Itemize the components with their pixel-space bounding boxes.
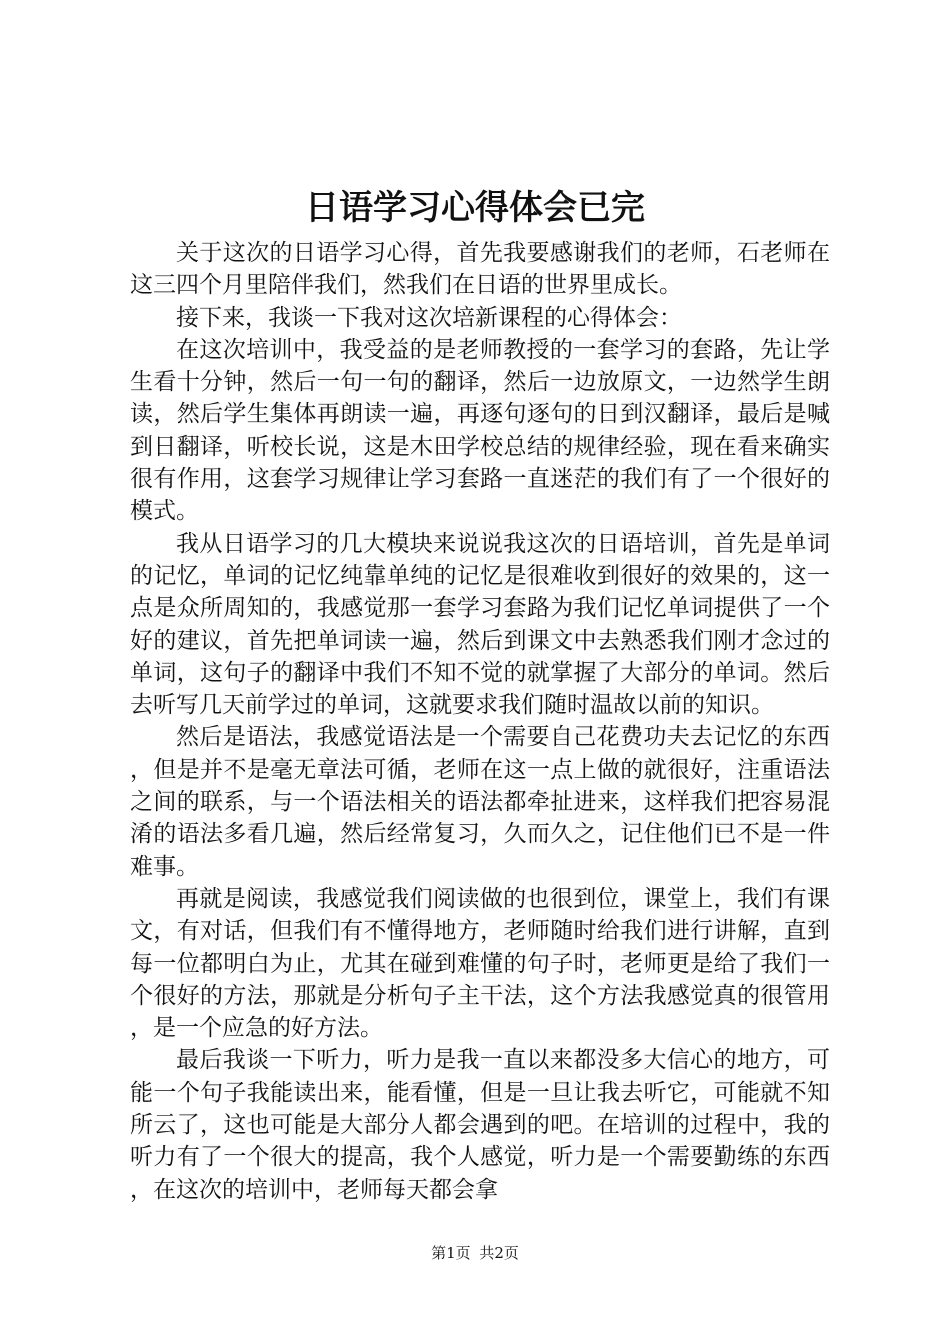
page-footer xyxy=(0,1241,950,1265)
paragraph-listening: 最后我谈一下听力，听力是我一直以来都没多大信心的地方，可能一个句子我能读出来，能看懂，但是一旦让我去听它，可能就不知所云了，这也可能是大部分人都会遇到的吧。在培训的过程中，我的听力有了一个很大的提高，我个人感觉，听力是一个需要勤练的东西，在这次的培训中，老师每天都会拿 xyxy=(130,1047,830,1203)
paragraph-intro: 接下来，我谈一下我对这次培新课程的心得体会： xyxy=(176,304,682,331)
document-title: 日语学习心得体会已完 xyxy=(305,188,645,228)
document-body xyxy=(130,237,830,1206)
paragraph-vocabulary: 我从日语学习的几大模块来说说我这次的日语培训，首先是单词的记忆，单词的记忆纯靠单纯的记忆是很难收到很好的效果的，这一点是众所周知的，我感觉那一套学习套路为我们记忆单词提供了一个好的建议，首先把单词读一遍，然后到课文中去熟悉我们刚才念过的单词，这句子的翻译中我们不知不觉的就掌握了大部分的单词。然后去听写几天前学过的单词，这就要求我们随时温故以前的知识。 xyxy=(130,530,830,719)
paragraph-grammar: 然后是语法，我感觉语法是一个需要自己花费功夫去记忆的东西，但是并不是毫无章法可循，老师在这一点上做的就很好，注重语法之间的联系，与一个语法相关的语法都牵扯进来，这样我们把容易混淆的语法多看几遍，然后经常复习，久而久之，记住他们已不是一件难事。 xyxy=(130,724,830,880)
page-number: 第1页 xyxy=(431,1244,471,1262)
paragraph-thanks: 关于这次的日语学习心得，首先我要感谢我们的老师，石老师在这三四个月里陪伴我们，然我们在日语的世界里成长。 xyxy=(130,240,830,299)
page-total: 共2页 xyxy=(479,1244,519,1262)
paragraph-reading: 再就是阅读，我感觉我们阅读做的也很到位，课堂上，我们有课文，有对话，但我们有不懂得地方，老师随时给我们进行讲解，直到每一位都明白为止，尤其在碰到难懂的句子时，老师更是给了我们一个很好的方法，那就是分析句子主干法，这个方法我感觉真的很管用，是一个应急的好方法。 xyxy=(130,885,830,1042)
paragraph-method: 在这次培训中，我受益的是老师教授的一套学习的套路，先让学生看十分钟，然后一句一句的翻译，然后一边放原文，一边然学生朗读，然后学生集体再朗读一遍，再逐句逐句的日到汉翻译，最后是喊到日翻译，听校长说，这是木田学校总结的规律经验，现在看来确实很有作用，这套学习规律让学习套路一直迷茫的我们有了一个很好的模式。 xyxy=(130,336,830,525)
